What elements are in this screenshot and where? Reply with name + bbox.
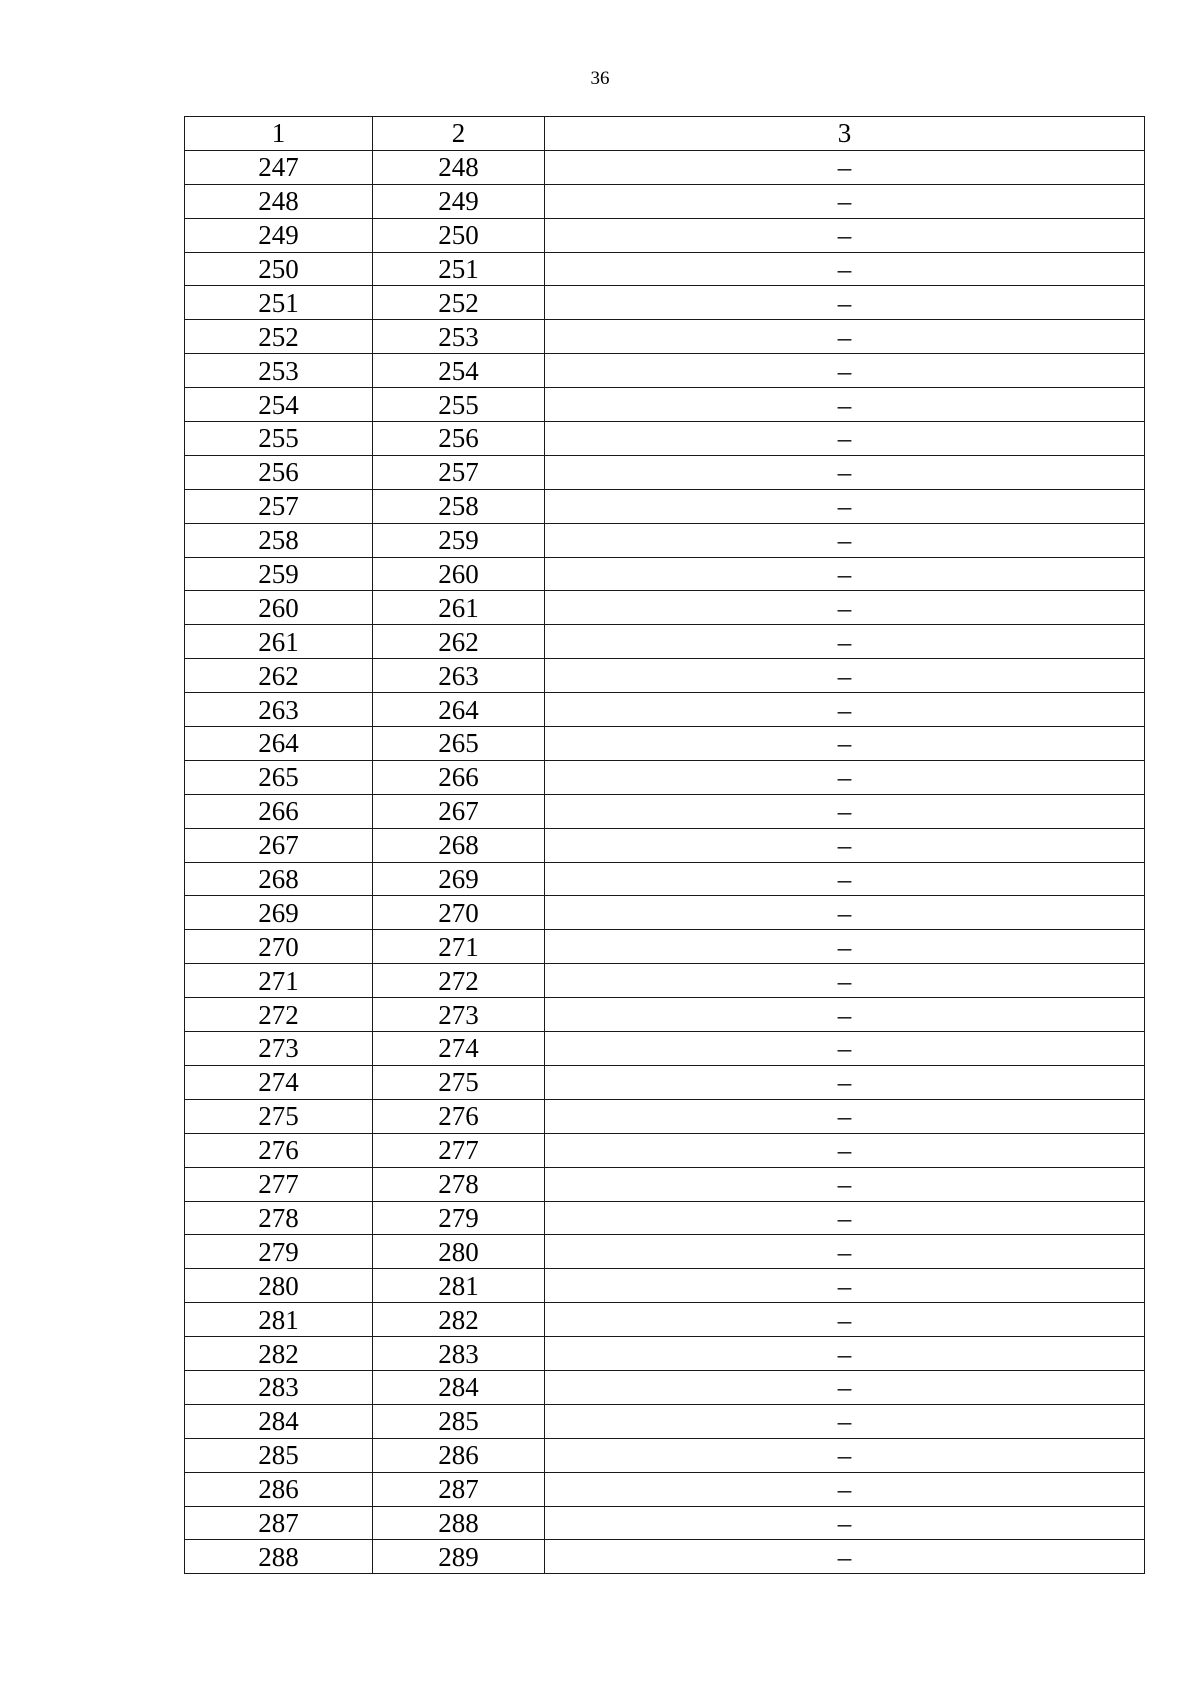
table-cell-col-3: – <box>545 354 1145 388</box>
table-cell-col-3: – <box>545 693 1145 727</box>
table-cell-col-1: 271 <box>185 964 373 998</box>
table-cell-col-2: 251 <box>373 252 545 286</box>
table-row <box>185 1235 1145 1269</box>
table-cell-col-3: – <box>545 150 1145 184</box>
table-cell-col-1: 277 <box>185 1167 373 1201</box>
table-row <box>185 388 1145 422</box>
table-cell-col-1: 283 <box>185 1370 373 1404</box>
table-header-row <box>185 117 1145 151</box>
table-row <box>185 1269 1145 1303</box>
table-cell-col-1: 263 <box>185 693 373 727</box>
table-row <box>185 659 1145 693</box>
table-cell-col-1: 279 <box>185 1235 373 1269</box>
table-cell-col-2: 261 <box>373 591 545 625</box>
table-cell-col-1: 264 <box>185 727 373 761</box>
table-cell-col-2: 268 <box>373 828 545 862</box>
table-cell-col-3: – <box>545 862 1145 896</box>
table-cell-col-2: 285 <box>373 1404 545 1438</box>
table-row <box>185 828 1145 862</box>
table-row <box>185 1201 1145 1235</box>
table-cell-col-2: 254 <box>373 354 545 388</box>
table-cell-col-1: 280 <box>185 1269 373 1303</box>
table-cell-col-2: 274 <box>373 1032 545 1066</box>
table-cell-col-1: 284 <box>185 1404 373 1438</box>
table-cell-col-2: 259 <box>373 523 545 557</box>
table-cell-col-3: – <box>545 930 1145 964</box>
table-cell-col-2: 289 <box>373 1540 545 1574</box>
table-cell-col-3: – <box>545 659 1145 693</box>
table-body <box>185 150 1145 1573</box>
table-cell-col-2: 286 <box>373 1438 545 1472</box>
table-cell-col-1: 250 <box>185 252 373 286</box>
table-cell-col-1: 252 <box>185 320 373 354</box>
table-cell-col-1: 254 <box>185 388 373 422</box>
table-cell-col-3: – <box>545 1540 1145 1574</box>
table-cell-col-1: 261 <box>185 625 373 659</box>
table-cell-col-3: – <box>545 998 1145 1032</box>
table-cell-col-2: 281 <box>373 1269 545 1303</box>
table-cell-col-3: – <box>545 591 1145 625</box>
table-row <box>185 896 1145 930</box>
table-row <box>185 354 1145 388</box>
table-row <box>185 1303 1145 1337</box>
table-row <box>185 1032 1145 1066</box>
table-cell-col-1: 266 <box>185 794 373 828</box>
table-row <box>185 286 1145 320</box>
table-cell-col-1: 249 <box>185 218 373 252</box>
table-cell-col-2: 265 <box>373 727 545 761</box>
table-cell-col-2: 273 <box>373 998 545 1032</box>
table-row <box>185 252 1145 286</box>
table-cell-col-2: 264 <box>373 693 545 727</box>
table-cell-col-3: – <box>545 1438 1145 1472</box>
table-cell-col-3: – <box>545 422 1145 456</box>
table-cell-col-1: 276 <box>185 1133 373 1167</box>
table-row <box>185 523 1145 557</box>
table-row <box>185 184 1145 218</box>
table-row <box>185 150 1145 184</box>
table-cell-col-1: 255 <box>185 422 373 456</box>
table-cell-col-2: 252 <box>373 286 545 320</box>
table-cell-col-3: – <box>545 727 1145 761</box>
table-cell-col-2: 282 <box>373 1303 545 1337</box>
table-cell-col-3: – <box>545 1167 1145 1201</box>
table-row <box>185 1404 1145 1438</box>
table-cell-col-2: 250 <box>373 218 545 252</box>
table-cell-col-1: 278 <box>185 1201 373 1235</box>
table-cell-col-2: 269 <box>373 862 545 896</box>
table-cell-col-2: 276 <box>373 1099 545 1133</box>
table-cell-col-2: 279 <box>373 1201 545 1235</box>
column-header-2: 2 <box>373 117 545 151</box>
table-cell-col-1: 274 <box>185 1065 373 1099</box>
table-cell-col-2: 262 <box>373 625 545 659</box>
table-cell-col-2: 267 <box>373 794 545 828</box>
table-cell-col-3: – <box>545 218 1145 252</box>
table-row <box>185 964 1145 998</box>
table-cell-col-2: 249 <box>373 184 545 218</box>
table-row <box>185 455 1145 489</box>
table-row <box>185 693 1145 727</box>
table-row <box>185 489 1145 523</box>
table-row <box>185 320 1145 354</box>
table-cell-col-3: – <box>545 1506 1145 1540</box>
table-cell-col-3: – <box>545 557 1145 591</box>
table-cell-col-3: – <box>545 1404 1145 1438</box>
table-cell-col-2: 288 <box>373 1506 545 1540</box>
column-header-1: 1 <box>185 117 373 151</box>
table-cell-col-3: – <box>545 489 1145 523</box>
table-cell-col-1: 287 <box>185 1506 373 1540</box>
table-row <box>185 794 1145 828</box>
table-cell-col-1: 269 <box>185 896 373 930</box>
table-row <box>185 1133 1145 1167</box>
table-cell-col-1: 286 <box>185 1472 373 1506</box>
table-cell-col-2: 263 <box>373 659 545 693</box>
table-cell-col-1: 247 <box>185 150 373 184</box>
table-cell-col-3: – <box>545 1269 1145 1303</box>
table-cell-col-1: 262 <box>185 659 373 693</box>
table-cell-col-2: 270 <box>373 896 545 930</box>
data-table <box>184 116 1145 1574</box>
table-cell-col-1: 265 <box>185 760 373 794</box>
table-cell-col-2: 260 <box>373 557 545 591</box>
table-cell-col-3: – <box>545 1472 1145 1506</box>
table-cell-col-3: – <box>545 1303 1145 1337</box>
table-cell-col-2: 253 <box>373 320 545 354</box>
table-cell-col-2: 266 <box>373 760 545 794</box>
table-cell-col-3: – <box>545 794 1145 828</box>
table-cell-col-3: – <box>545 760 1145 794</box>
table-cell-col-3: – <box>545 1337 1145 1371</box>
table-cell-col-1: 282 <box>185 1337 373 1371</box>
table-cell-col-3: – <box>545 252 1145 286</box>
table-row <box>185 625 1145 659</box>
table-cell-col-1: 275 <box>185 1099 373 1133</box>
table-cell-col-2: 256 <box>373 422 545 456</box>
table-cell-col-3: – <box>545 1201 1145 1235</box>
table-cell-col-2: 284 <box>373 1370 545 1404</box>
table-cell-col-3: – <box>545 896 1145 930</box>
table-row <box>185 1438 1145 1472</box>
table-cell-col-3: – <box>545 1032 1145 1066</box>
table-cell-col-1: 281 <box>185 1303 373 1337</box>
table-cell-col-1: 270 <box>185 930 373 964</box>
table-row <box>185 591 1145 625</box>
table-cell-col-2: 278 <box>373 1167 545 1201</box>
table-cell-col-1: 259 <box>185 557 373 591</box>
table-cell-col-3: – <box>545 320 1145 354</box>
table-cell-col-1: 251 <box>185 286 373 320</box>
table-cell-col-3: – <box>545 523 1145 557</box>
table-row <box>185 760 1145 794</box>
table-cell-col-3: – <box>545 1235 1145 1269</box>
table-header <box>185 117 1145 151</box>
table-row <box>185 998 1145 1032</box>
table-row <box>185 1065 1145 1099</box>
table-cell-col-2: 255 <box>373 388 545 422</box>
table-cell-col-2: 272 <box>373 964 545 998</box>
table-row <box>185 1337 1145 1371</box>
table-cell-col-1: 268 <box>185 862 373 896</box>
table-row <box>185 1540 1145 1574</box>
table-cell-col-1: 285 <box>185 1438 373 1472</box>
table-cell-col-2: 257 <box>373 455 545 489</box>
table-cell-col-3: – <box>545 1065 1145 1099</box>
table-cell-col-1: 260 <box>185 591 373 625</box>
table-cell-col-3: – <box>545 455 1145 489</box>
table-row <box>185 1167 1145 1201</box>
table-cell-col-1: 258 <box>185 523 373 557</box>
table-cell-col-3: – <box>545 1370 1145 1404</box>
table-cell-col-1: 272 <box>185 998 373 1032</box>
table-cell-col-1: 273 <box>185 1032 373 1066</box>
table-cell-col-3: – <box>545 964 1145 998</box>
table-row <box>185 557 1145 591</box>
table-cell-col-3: – <box>545 388 1145 422</box>
table-cell-col-2: 277 <box>373 1133 545 1167</box>
table-cell-col-1: 267 <box>185 828 373 862</box>
table-cell-col-2: 275 <box>373 1065 545 1099</box>
table-cell-col-3: – <box>545 184 1145 218</box>
table-cell-col-2: 271 <box>373 930 545 964</box>
table-cell-col-1: 253 <box>185 354 373 388</box>
table-cell-col-3: – <box>545 1099 1145 1133</box>
table-cell-col-2: 280 <box>373 1235 545 1269</box>
table-row <box>185 1506 1145 1540</box>
table-row <box>185 930 1145 964</box>
table-row <box>185 422 1145 456</box>
table-row <box>185 1099 1145 1133</box>
table-row <box>185 727 1145 761</box>
table-cell-col-3: – <box>545 625 1145 659</box>
page-number: 36 <box>590 68 610 89</box>
table-row <box>185 1370 1145 1404</box>
table-cell-col-1: 257 <box>185 489 373 523</box>
table-row <box>185 1472 1145 1506</box>
table-cell-col-1: 248 <box>185 184 373 218</box>
table-row <box>185 218 1145 252</box>
table-cell-col-3: – <box>545 286 1145 320</box>
table-cell-col-1: 256 <box>185 455 373 489</box>
table-cell-col-3: – <box>545 828 1145 862</box>
table-row <box>185 862 1145 896</box>
table-cell-col-2: 258 <box>373 489 545 523</box>
table-cell-col-2: 283 <box>373 1337 545 1371</box>
table-cell-col-2: 287 <box>373 1472 545 1506</box>
table-cell-col-1: 288 <box>185 1540 373 1574</box>
table-cell-col-2: 248 <box>373 150 545 184</box>
table-cell-col-3: – <box>545 1133 1145 1167</box>
column-header-3: 3 <box>545 117 1145 151</box>
